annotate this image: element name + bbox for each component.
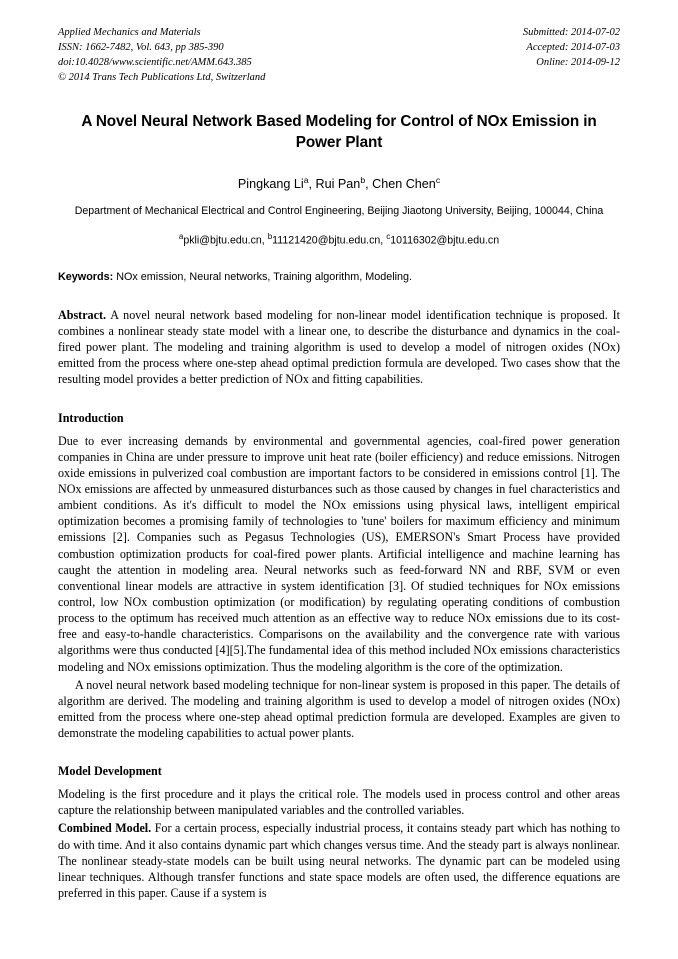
email-1-address: pkli@bjtu.edu.cn bbox=[183, 234, 262, 247]
submitted-date: Submitted: 2014-07-02 bbox=[522, 27, 620, 38]
author-emails bbox=[58, 232, 620, 247]
journal-copyright: © 2014 Trans Tech Publications Ltd, Switzerland bbox=[58, 71, 266, 83]
author-separator-2: , bbox=[365, 177, 373, 192]
journal-issn-volume: ISSN: 1662-7482, Vol. 643, pp 385-390 bbox=[58, 41, 224, 53]
accepted-date: Accepted: 2014-07-03 bbox=[526, 41, 620, 53]
affiliation: Department of Mechanical Electrical and Control Engineering, Beijing Jiaotong University, Beijing, 100044, China bbox=[74, 205, 604, 218]
masthead-left bbox=[58, 26, 265, 86]
author-list bbox=[58, 175, 620, 191]
page-title: A Novel Neural Network Based Modeling for Control of NOx Emission in Power Plant bbox=[81, 112, 597, 152]
abstract-label: Abstract. bbox=[58, 308, 107, 323]
journal-name: Applied Mechanics and Materials bbox=[58, 27, 201, 38]
masthead bbox=[58, 26, 620, 86]
section-heading-model-development: Model Development bbox=[58, 764, 162, 779]
keywords-text: NOx emission, Neural networks, Training algorithm, Modeling. bbox=[113, 271, 413, 284]
email-2-address: 11121420@bjtu.edu.cn bbox=[272, 234, 381, 247]
email-separator-2: , bbox=[380, 234, 387, 247]
email-separator-1: , bbox=[261, 234, 268, 247]
author-2-mark: b bbox=[360, 175, 366, 186]
combined-model-label: Combined Model. bbox=[58, 821, 152, 836]
email-3-mark: c bbox=[386, 231, 391, 241]
model-development-paragraph-1: Modeling is the first procedure and it plays the critical role. The models used in process control and other areas capture the relationship between manipulated variables and the controlled variables. bbox=[58, 787, 620, 818]
author-3-mark: c bbox=[435, 175, 441, 186]
online-date: Online: 2014-09-12 bbox=[536, 56, 620, 68]
author-1-name: Pingkang Li bbox=[237, 177, 304, 192]
author-2-name: Rui Pan bbox=[315, 177, 361, 192]
introduction-paragraph-1: Due to ever increasing demands by environmental and governmental agencies, coal-fired power generation companies in China are under pressure to improve unit heat rate (boiler efficiency) and reduce emissions. Nitrogen oxide emissions in pulverized coal combustion are important factors to be considered in emissions control [1]. The NOx emissions are affected by unmeasured disturbances such as those caused by changes in fuel characteristics and ambient conditions. As it's difficult to model the NOx emissions using physical laws, intelligent empirical optimization becomes a promising family of technologies to 'tune' boilers for maximum efficiency and minimum emissions [2]. Companies such as Pegasus Technologies (US), EMERSON's Smart Process have provided combustion optimization products for coal-fired power plants. Artificial intelligence and machine learning has caught the attention in modeling area. Neural networks such as feed-forward NN and RBF, SVM or even conventional linear models are attractive in system identification [3]. Of studied techniques for NOx emissions control, low NOx combustion optimization (or modification) by regulating operating conditions of combustion process to the optimum has received much attention as an effective way to reduce NOx emissions due to its cost-free and easy-to-handle characteristics. Comparisons on the availability and the convergence rate with various algorithms were thus conducted [4][5].The fundamental idea of this method included NOx emissions characteristics modeling and NOx emissions optimization. Thus the modeling algorithm is the core of the optimization. bbox=[58, 433, 620, 674]
abstract-text: A novel neural network based modeling for non-linear model identification technique is proposed. It combines a nonlinear steady state model with a linear one, to describe the disturbance and dynamics in the coal-fired power plant. The modeling and training algorithm is used to develop a model of nitrogen oxides (NOx) emitted from the process where one-step ahead optimal prediction formula are developed. Two cases show that the resulting model provides a better prediction of NOx and fitting capabilities. bbox=[58, 308, 620, 387]
masthead-right bbox=[523, 26, 620, 71]
author-3-name: Chen Chen bbox=[372, 177, 436, 192]
email-3-address: 10116302@bjtu.edu.cn bbox=[390, 234, 500, 247]
combined-model-text: For a certain process, especially industrial process, it contains steady part which has nothing to do with time. And it also contains dynamic part which changes versus time. And the steady part is always nonlinear. The nonlinear steady-state models can be built using neural networks. The dynamic part can be modeled using linear techniques. Although transfer functions and state space models are often used, the difference equations are preferred in this paper. Cause if a system is bbox=[58, 821, 620, 901]
email-2-mark: b bbox=[267, 231, 273, 241]
email-1-mark: a bbox=[178, 231, 184, 241]
keywords-label: Keywords: bbox=[58, 271, 114, 284]
abstract-paragraph bbox=[58, 307, 620, 387]
journal-doi: doi:10.4028/www.scientific.net/AMM.643.385 bbox=[58, 56, 252, 68]
author-1-mark: a bbox=[303, 175, 309, 186]
section-heading-introduction: Introduction bbox=[58, 410, 124, 425]
keywords-line bbox=[58, 271, 620, 283]
author-separator-1: , bbox=[308, 177, 316, 192]
combined-model-paragraph bbox=[58, 820, 620, 901]
introduction-paragraph-2: A novel neural network based modeling technique for non-linear system is proposed in this paper. The details of algorithm are derived. The modeling and training algorithm is used to develop a model of nitrogen oxides (NOx) emitted from the process where one-step ahead optimal prediction formula are developed. Examples are given to demonstrate the modeling capabilities to actual power plants. bbox=[58, 677, 620, 741]
